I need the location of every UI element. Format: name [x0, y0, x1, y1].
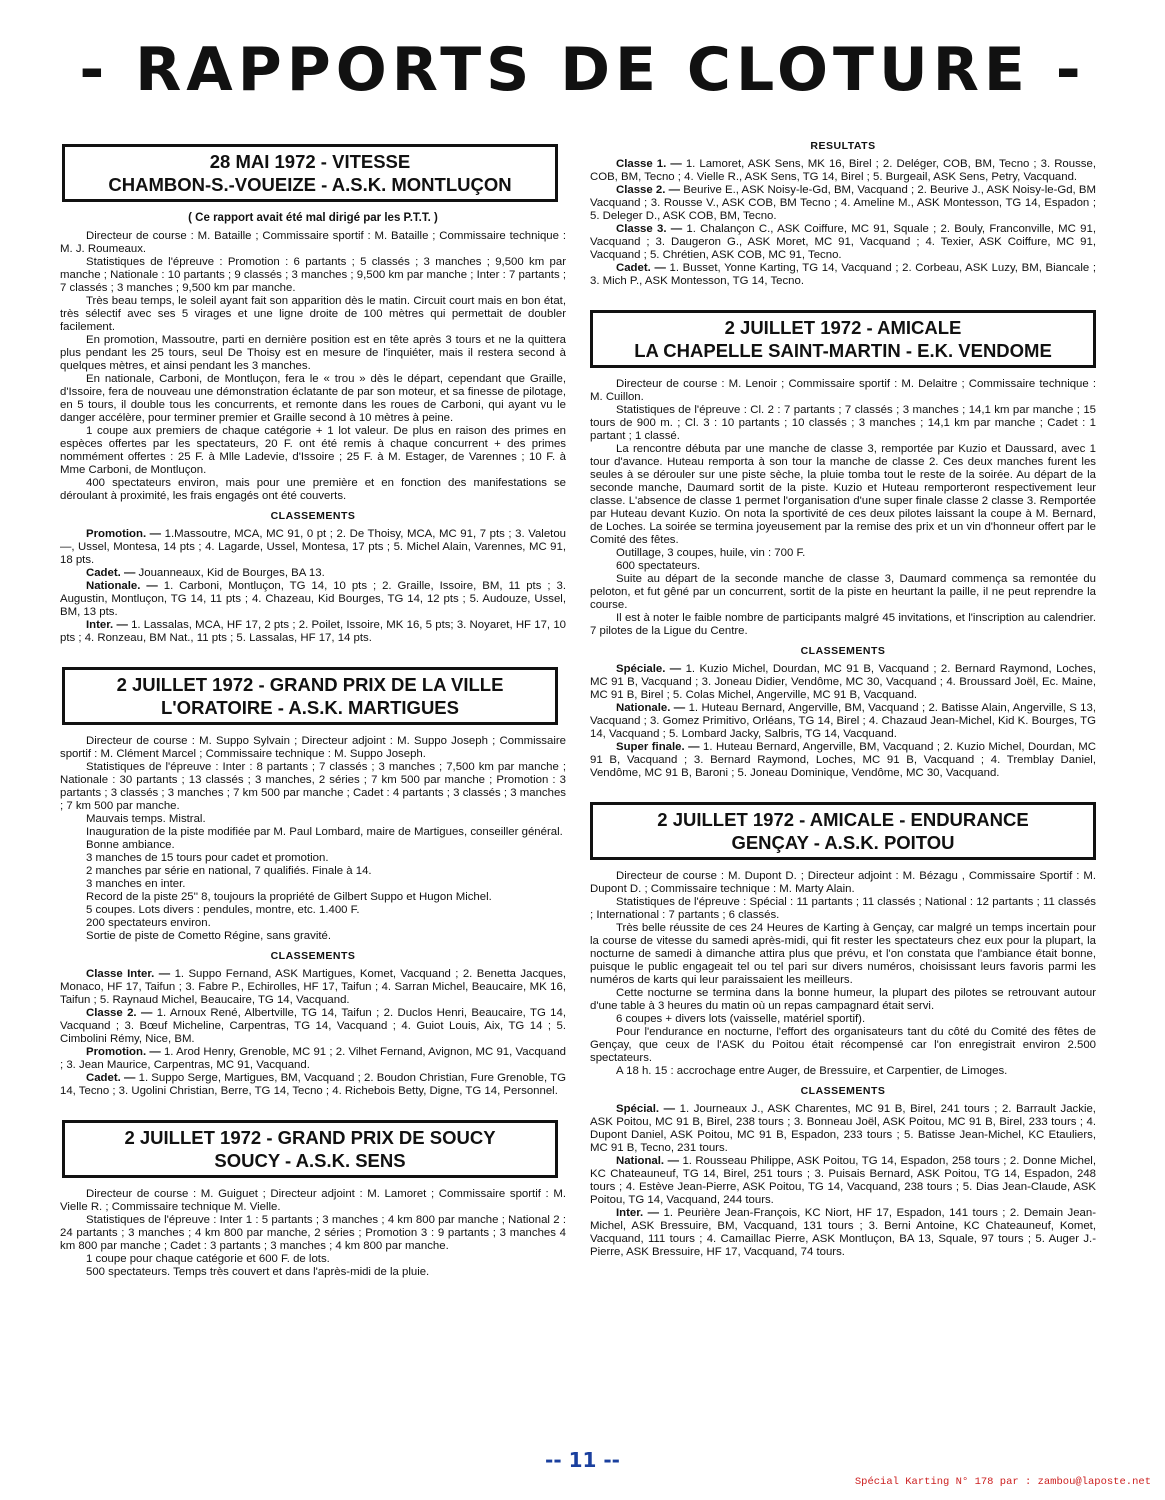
- resultats-heading: RESULTATS: [810, 140, 876, 152]
- paragraph: 1 coupe pour chaque catégorie et 600 F. de lots.: [86, 1253, 330, 1265]
- section-header-vendome: [590, 310, 1096, 368]
- classements-heading: CLASSEMENTS: [800, 1085, 886, 1097]
- result-text: 1. Suppo Fernand, ASK Martigues, Komet, Vacquand ; 2. Benetta Jacques, Monaco, HF 17, Taifun ; 3. Fabre P., Echirolles, HF 17, Taifun ; 4. Sarran Michel, Beaucaire, MK 16, Taifun ; 5. Raynaud Michel, Beaucaire, TG 14, Vacquand.: [60, 968, 567, 1006]
- paragraph: En promotion, Massoutre, parti en dernière position est en tête après 3 tours et ne la quittera plus pendant les 25 tours, seul De Thoisy est en mesure de l'inquiéter, mais il restera second à quelques mètres, et ainsi pendant les 3 manches.: [60, 334, 566, 372]
- result-entry: [590, 1207, 1096, 1259]
- paragraph: Directeur de course : M. Dupont D. ; Directeur adjoint : M. Bézagu , Commissaire Sportif : M. Dupont D. ; Commissaire technique : M. Marty Alain.: [590, 870, 1096, 895]
- result-text: 1. Chalançon C., ASK Coiffure, MC 91, Squale ; 2. Bouly, Franconville, MC 91, Vacquand ; 3. Daugeron G., ASK Moret, MC 91, Vacquand ; 4. Texier, ASK Coiffure, MC 91, Vacquand ; 5. Chrétien, ASK COB, MC 91, Tecno.: [590, 223, 1096, 261]
- result-text: 1.Massoutre, MCA, MC 91, 0 pt ; 2. De Thoisy, MCA, MC 91, 7 pts ; 3. Valetou—, Ussel, Montesa, 14 pts ; 4. Lagarde, Ussel, Montesa, 17 pts ; 5. Michel Alain, Varennes, MC 91, 18 pts.: [60, 528, 566, 566]
- paragraph: Directeur de course : M. Lenoir ; Commissaire sportif : M. Delaitre ; Commissaire technique : M. Cuillon.: [590, 378, 1096, 403]
- section-header-line2: L'ORATOIRE - A.S.K. MARTIGUES: [160, 697, 459, 718]
- result-text: 1. Carboni, Montluçon, TG 14, 10 pts ; 2. Graille, Issoire, BM, 11 pts ; 3. Augustin, Montluçon, TG 14, 11 pts ; 4. Chazeau, Kid Bourges, TG 14, 12 pts ; 5. Audouze, Ussel, BM, 13 pts.: [60, 580, 566, 618]
- paragraph: 5 coupes. Lots divers : pendules, montre, etc. 1.400 F.: [86, 904, 360, 916]
- result-category: Cadet. —: [86, 567, 136, 579]
- paragraph: 3 manches en inter.: [86, 878, 186, 890]
- result-category: Super finale. —: [616, 741, 700, 753]
- classements-heading: CLASSEMENTS: [270, 510, 356, 522]
- section-header-line2: GENÇAY - A.S.K. POITOU: [731, 832, 955, 853]
- paragraph: 3 manches de 15 tours pour cadet et promotion.: [86, 852, 329, 864]
- left-column: [60, 140, 566, 1279]
- paragraph: 600 spectateurs.: [616, 560, 701, 572]
- result-category: Classe 2. —: [86, 1007, 153, 1019]
- result-text: 1. Lamoret, ASK Sens, MK 16, Birel ; 2. Deléger, COB, BM, Tecno ; 3. Rousse, COB, BM, Tecno ; 4. Vielle R., ASK Sens, TG 14, Birel ; 5. Burgeail, ASK Sens, Petry, Vacquand.: [590, 158, 1096, 183]
- paragraph: Mauvais temps. Mistral.: [86, 813, 206, 825]
- classements-heading: CLASSEMENTS: [800, 645, 886, 657]
- result-text: 1. Busset, Yonne Karting, TG 14, Vacquand ; 2. Corbeau, ASK Luzy, BM, Biancale ; 3. Mich P., ASK Montesson, TG 14, Tecno.: [590, 262, 1097, 287]
- paragraph: Directeur de course : M. Guiguet ; Directeur adjoint : M. Lamoret ; Commissaire sportif : M. Vielle R. ; Commissaire technique M. Vielle.: [60, 1188, 566, 1213]
- paragraph: 200 spectateurs environ.: [86, 917, 211, 929]
- right-column: [590, 140, 1096, 1259]
- result-text: 1. Huteau Bernard, Angerville, BM, Vacquand ; 2. Batisse Alain, Angerville, S 13, Vacquand ; 3. Gomez Primitivo, Orléans, TG 14, Birel ; 4. Chazaud Jean-Michel, Kid K. Bourges, TG 14, Vacquand ; 5. Lombard Jacky, Salbris, TG 14, Vacquand.: [590, 702, 1096, 740]
- section-header-chambon: [62, 144, 558, 202]
- result-category: Classe Inter. —: [86, 968, 171, 980]
- result-category: Cadet. —: [86, 1072, 136, 1084]
- paragraph: Bonne ambiance.: [86, 839, 175, 851]
- section-header-line1: 2 JUILLET 1972 - AMICALE: [724, 317, 962, 338]
- result-entry: [60, 1072, 566, 1098]
- paragraph: Outillage, 3 coupes, huile, vin : 700 F.: [616, 547, 806, 559]
- paragraph: Statistiques de l'épreuve : Inter 1 : 5 partants ; 3 manches ; 4 km 800 par manche ; National 2 : 24 partants ; 3 manches ; 4 km 800 par manche, 2 séries ; Promotion 3 : 9 partants ; 3 manches 4 km 800 par manche ; Cadet : 3 partants ; 3 manches ; 4 km 800 par manche.: [60, 1214, 566, 1252]
- classements-heading: CLASSEMENTS: [270, 950, 356, 962]
- section-header-soucy: [62, 1120, 558, 1178]
- result-entry: [590, 1155, 1096, 1207]
- result-text: 1. Lassalas, MCA, HF 17, 2 pts ; 2. Poilet, Issoire, MK 16, 5 pts; 3. Noyaret, HF 17, 10 pts ; 4. Ronzeau, BM Nat., 11 pts ; 5. Lassalas, HF 17, 14 pts.: [60, 619, 566, 644]
- result-category: Cadet. —: [616, 262, 666, 274]
- paragraph: Statistiques de l'épreuve : Spécial : 11 partants ; 11 classés ; National : 12 partants ; 11 classés ; International : 7 partants ; 6 classés.: [590, 896, 1096, 921]
- result-entry: [60, 1007, 566, 1046]
- section-header-line1: 28 MAI 1972 - VITESSE: [209, 151, 411, 172]
- paragraph: Record de la piste 25'' 8, toujours la propriété de Gilbert Suppo et Hugon Michel.: [86, 891, 492, 903]
- result-category: Classe 3. —: [616, 223, 683, 235]
- result-text: 1. Kuzio Michel, Dourdan, MC 91 B, Vacquand ; 2. Bernard Raymond, Loches, MC 91 B, Vacquand ; 3. Joneau Didier, Vendôme, MC 30, Vacquand ; 4. Broussard Joël, Ec. Maine, MC 91 B, Birel ; 5. Colas Michel, Angerville, MC 91 B, Vacquand.: [590, 663, 1096, 701]
- paragraph: Statistiques de l'épreuve : Promotion : 6 partants ; 5 classés ; 3 manches ; 9,500 km par manche ; Nationale : 10 partants ; 9 classés ; 3 manches ; 9,500 km par manche ; Inter : 7 partants ; 7 classés ; 3 manches ; 9,500 km par manche.: [60, 256, 566, 294]
- paragraph: Directeur de course : M. Suppo Sylvain ; Directeur adjoint : M. Suppo Joseph ; Commissaire sportif : M. Clément Marcel ; Commissaire technique : M. Suppo Joseph.: [60, 735, 566, 760]
- paragraph: Statistiques de l'épreuve : Inter : 8 partants ; 7 classés ; 3 manches ; 7,500 km par manche ; Nationale : 30 partants ; 13 classés ; 3 manches, 2 séries ; 7 km 500 par manche ; Promotion : 3 partants ; 3 classés ; 3 manches ; 7 km 500 par manche ; Cadet : 4 partants ; 3 classés ; 3 manches ; 7 km 500 par manche.: [60, 761, 566, 812]
- section-header-line1: 2 JUILLET 1972 - GRAND PRIX DE LA VILLE: [116, 674, 504, 695]
- result-text: Beurive E., ASK Noisy-le-Gd, BM, Vacquand ; 2. Beurive J., ASK Noisy-le-Gd, BM Vacquand ; 3. Rousse V., ASK COB, BM Tecno ; 4. Ameline M., ASK Montesson, TG 14, Espadon ; 5. Deleger D., ASK COB, BM, Tecno.: [590, 184, 1096, 222]
- page-title: - RAPPORTS DE CLOTURE -: [79, 35, 1086, 105]
- paragraph: La rencontre débuta par une manche de classe 3, remportée par Kuzio et Daussard, avec 1 tour d'avance. Huteau remporta à son tour la manche de classe 2. Ces deux manches furent les seules à se dérouler sur une piste sèche, la pluie tomba tout le reste de la soirée. Au départ de la seconde manche, Daumard sortit de la piste. Kuzio et Huteau remporteront respectivement leur classe. L'absence de classe 1 permet l'organisation d'une super finale classe 2 classe 3. Remportée par Huteau devant Kuzio. On nota la sportivité de ces deux pilotes laissant la coupe à M. Bernard, de Loches. La soirée se termina joyeusement par la remise des prix et un vin d'honneur offert par le Comité des fêtes.: [590, 443, 1096, 546]
- result-entry: [60, 1046, 566, 1072]
- result-category: Inter. —: [86, 619, 128, 631]
- result-category: Classe 2. —: [616, 184, 680, 196]
- paragraph: 6 coupes + divers lots (vaisselle, matériel sportif).: [616, 1013, 866, 1025]
- result-category: Spécial. —: [616, 1103, 676, 1115]
- paragraph: Suite au départ de la seconde manche de classe 3, Daumard commença sa remontée du peloton, et fut gêné par un concurrent, sortit de la piste en heurtant la paille, il ne peut reprendre la course.: [590, 573, 1096, 611]
- paragraph: Cette nocturne se termina dans la bonne humeur, la plupart des pilotes se retrouvant autour d'une table à 3 heures du matin où un repas campagnard était servi.: [590, 987, 1096, 1012]
- result-text: Jouanneaux, Kid de Bourges, BA 13.: [138, 567, 325, 579]
- result-text: 1. Rousseau Philippe, ASK Poitou, TG 14, Espadon, 258 tours ; 2. Donne Michel, KC Chateauneuf, TG 14, Birel, 251 tours ; 3. Puisais Bernard, ASK Poitou, TG 14, Espadon, 248 tours ; 4. Estève Jean-Pierre, ASK Poitou, TG 14, Vacquand, 238 tours ; 5. Dias Jean-Claude, ASK Poitou, TG 14, Vacquand, 244 tours.: [590, 1155, 1096, 1206]
- result-entry: [60, 528, 566, 567]
- paragraph: Pour l'endurance en nocturne, l'effort des organisateurs tant du côté du Comité des fêtes de Gençay, que ceux de l'ASK du Poitou était récompensé car l'on enregistrait environ 2.500 spectateurs.: [590, 1026, 1096, 1064]
- result-category: National. —: [616, 1155, 679, 1167]
- paragraph: 400 spectateurs environ, mais pour une première et en fonction des manifestations se déroulant à proximité, les frais engagés ont été couverts.: [60, 477, 566, 502]
- section-header-line2: CHAMBON-S.-VOUEIZE - A.S.K. MONTLUÇON: [108, 174, 512, 195]
- paragraph: Très beau temps, le soleil ayant fait son apparition dès le matin. Circuit court mais en bon état, très sélectif avec ses 5 virages et une ligne droite de 100 mètres qui permettait de doubler facilement.: [60, 295, 566, 333]
- result-entry: [60, 619, 566, 645]
- result-text: 1. Peurière Jean-François, KC Niort, HF 17, Espadon, 141 tours ; 2. Demain Jean-Michel, ASK Bressuire, BM, Vacquand, 131 tours ; 3. Berni Antoine, KC Chateauneuf, Komet, Vacquand, 111 tours ; 4. Camaillac Pierre, ASK Montluçon, BA 13, Squale, 97 tours ; 5. Auger J.-Pierre, ASK Bressuire, HF 17, Vacquand, 74 tours.: [590, 1207, 1097, 1258]
- section-header-line2: SOUCY - A.S.K. SENS: [214, 1150, 406, 1171]
- result-category: Spéciale. —: [616, 663, 682, 675]
- paragraph: 2 manches par série en national, 7 qualifiés. Finale à 14.: [86, 865, 372, 877]
- result-category: Nationale. —: [616, 702, 686, 714]
- paragraph: Statistiques de l'épreuve : Cl. 2 : 7 partants ; 7 classés ; 3 manches ; 14,1 km par manche ; 15 tours de 900 m. ; Cl. 3 : 10 partants ; 10 classés ; 3 manches ; 14,1 km par manche ; Cadet : 1 partant ; 1 classé.: [590, 404, 1096, 442]
- result-text: 1. Arod Henry, Grenoble, MC 91 ; 2. Vilhet Fernand, Avignon, MC 91, Vacquand ; 3. Jean Maurice, Carpentras, MC 91, Vacquand.: [60, 1046, 566, 1071]
- result-entry: [60, 580, 566, 619]
- scan-credit: Spécial Karting N° 178 par : zambou@laposte.net: [854, 1476, 1151, 1488]
- result-text: 1. Journeaux J., ASK Charentes, MC 91 B, Birel, 241 tours ; 2. Barrault Jackie, ASK Poitou, MC 91 B, Birel, 238 tours ; 3. Bonneau Joël, ASK Poitou, MC 91 B, Birel, 233 tours ; 4. Dupont Daniel, ASK Poitou, MC 91 B, Espadon, 233 tours ; 5. Batisse Jean-Michel, KC Etauliers, MC 91 B, Tecno, 231 tours.: [590, 1103, 1096, 1154]
- result-text: 1. Arnoux René, Albertville, TG 14, Taifun ; 2. Duclos Henri, Beaucaire, TG 14, Vacquand ; 3. Bœuf Micheline, Carpentras, TG 14, Vacquand ; 4. Guiot Louis, Aix, TG 14 ; 5. Cimbolini Rémy, Nice, BM.: [60, 1007, 566, 1045]
- result-text: 1. Suppo Serge, Martigues, BM, Vacquand ; 2. Boudon Christian, Fure Grenoble, TG 14, Tecno ; 3. Ugolini Christian, Berre, TG 14, Tecno ; 4. Richebois Betty, Digne, TG 14, Personnel.: [60, 1072, 566, 1097]
- result-entry: [590, 184, 1096, 223]
- paragraph: En nationale, Carboni, de Montluçon, fera le « trou » dès le départ, cependant que Graille, d'Issoire, fera de nouveau une démonstration éclatante de par son moteur, et sa finesse de pilotage, en 5 tours, il double tous les concurrents, et remonte dans les roues de Carboni, qui ayant vu le danger accélère, pour terminer premier et Graille second à 10 mètres à peine.: [60, 373, 566, 424]
- paragraph: Il est à noter le faible nombre de participants malgré 45 invitations, et l'inscription au calendrier. 7 pilotes de la Ligue du Centre.: [590, 612, 1096, 637]
- paragraph: Très belle réussite de ces 24 Heures de Karting à Gençay, car malgré un temps incertain pour la course de vitesse du samedi après-midi, qui fit rester les spectateurs chez eux pour la plupart, la nocturne de samedi à dimanche attira plus que prévu, et l'on constata que l'ambiance était bonne, puisque le public engageait tel ou tel pari sur divers numéros, choisissant leurs favoris parmi les numéros de karts qui leur paraissaient les meilleurs.: [590, 922, 1096, 986]
- section-note: ( Ce rapport avait été mal dirigé par les P.T.T. ): [188, 212, 438, 224]
- result-text: 1. Huteau Bernard, Angerville, BM, Vacquand ; 2. Kuzio Michel, Dourdan, MC 91 B, Vacquand ; 3. Bernard Raymond, Loches, MC 91 B, Vacquand ; 4. Tremblay Daniel, Vendôme, MC 91 B, Baroni ; 5. Joneau Dominique, Vendôme, MC 30, Vacquand.: [590, 741, 1097, 779]
- paragraph: Inauguration de la piste modifiée par M. Paul Lombard, maire de Martigues, conseiller général.: [86, 826, 563, 838]
- paragraph: 1 coupe aux premiers de chaque catégorie + 1 lot valeur. De plus en raison des primes en espèces offertes par les spectateurs, 20 F. ont été remis à chaque concurrent + des primes nommément offertes : 25 F. à Mlle Ladevie, d'Issoire ; 25 F. à M. Estager, de Varennes ; 10 F. à Mme Carboni, de Montluçon.: [60, 425, 566, 476]
- result-category: Nationale. —: [86, 580, 158, 592]
- section-header-martigues: [62, 667, 558, 725]
- result-entry: [590, 741, 1096, 780]
- section-header-line1: 2 JUILLET 1972 - GRAND PRIX DE SOUCY: [124, 1127, 496, 1148]
- result-category: Promotion. —: [86, 1046, 161, 1058]
- result-entry: [590, 1103, 1096, 1155]
- paragraph: Sortie de piste de Cometto Régine, sans gravité.: [86, 930, 332, 942]
- result-entry: [590, 223, 1096, 262]
- result-entry: [590, 158, 1096, 184]
- section-header-line1: 2 JUILLET 1972 - AMICALE - ENDURANCE: [657, 809, 1029, 830]
- paragraph: 500 spectateurs. Temps très couvert et dans l'après-midi de la pluie.: [86, 1266, 430, 1278]
- result-entry: [590, 262, 1096, 288]
- section-header-gencay: [590, 802, 1096, 860]
- result-entry: [590, 663, 1096, 702]
- paragraph: Directeur de course : M. Bataille ; Commissaire sportif : M. Bataille ; Commissaire technique : M. J. Roumeaux.: [60, 230, 566, 255]
- result-category: Promotion. —: [86, 528, 162, 540]
- result-entry: [60, 567, 566, 580]
- result-entry: [590, 702, 1096, 741]
- paragraph: A 18 h. 15 : accrochage entre Auger, de Bressuire, et Carpentier, de Limoges.: [616, 1065, 1008, 1077]
- result-category: Inter. —: [616, 1207, 660, 1219]
- result-entry: [60, 968, 566, 1007]
- page-number: -- 11 --: [545, 1448, 620, 1472]
- result-category: Classe 1. —: [616, 158, 682, 170]
- section-header-line2: LA CHAPELLE SAINT-MARTIN - E.K. VENDOME: [634, 340, 1052, 361]
